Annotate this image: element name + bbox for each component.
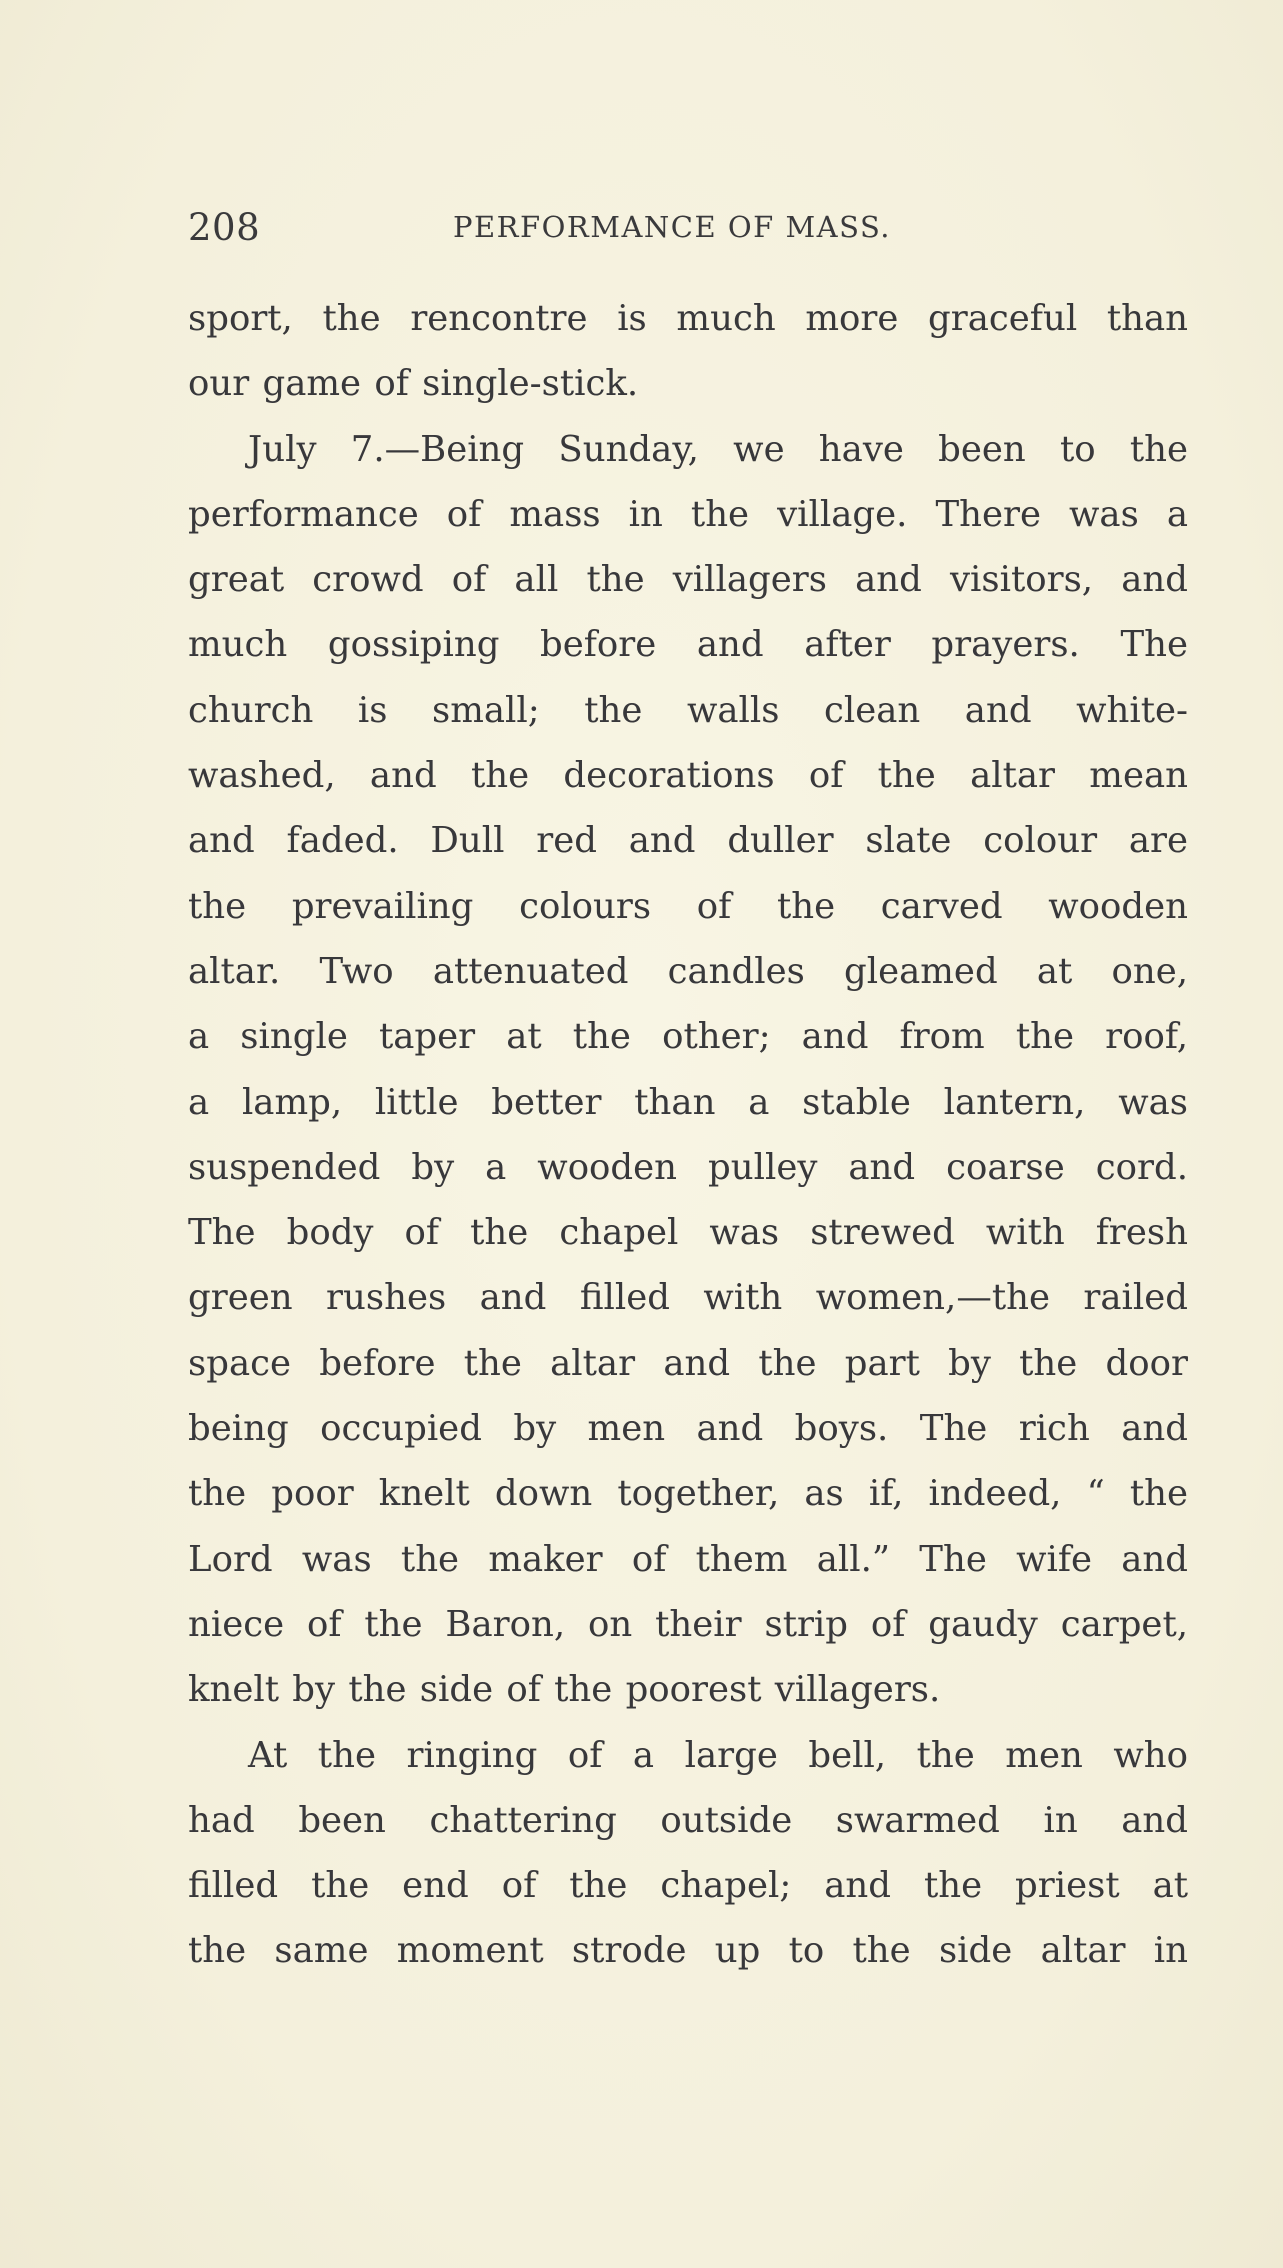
text-line: green rushes and filled with women,—the railed: [188, 1277, 1188, 1319]
text-line: knelt by the side of the poorest villagers.: [188, 1669, 941, 1711]
text-line: the same moment strode up to the side altar in: [188, 1930, 1188, 1972]
text-line: July 7.—Being Sunday, we have been to the: [248, 428, 1188, 470]
running-head: PERFORMANCE OF MASS.: [453, 210, 891, 244]
text-line: a single taper at the other; and from the roof,: [188, 1016, 1188, 1058]
text-line: had been chattering outside swarmed in and: [188, 1799, 1188, 1841]
text-line: great crowd of all the villagers and visitors, and: [188, 559, 1188, 601]
text-line: and faded. Dull red and duller slate colour are: [188, 820, 1188, 862]
text-line: space before the altar and the part by the door: [188, 1342, 1188, 1384]
text-line: our game of single-stick.: [188, 363, 639, 405]
text-line: The body of the chapel was strewed with fresh: [188, 1212, 1188, 1254]
text-line: a lamp, little better than a stable lantern, was: [188, 1081, 1188, 1123]
text-line: niece of the Baron, on their strip of gaudy carpet,: [188, 1603, 1188, 1645]
text-line: the prevailing colours of the carved wooden: [188, 885, 1188, 927]
text-line: filled the end of the chapel; and the priest at: [188, 1865, 1188, 1907]
body-text: [188, 286, 1188, 1984]
text-line: Lord was the maker of them all.” The wife and: [188, 1538, 1188, 1580]
text-line: altar. Two attenuated candles gleamed at one,: [188, 950, 1188, 992]
text-line: being occupied by men and boys. The rich and: [188, 1408, 1188, 1450]
text-line: much gossiping before and after prayers. The: [188, 624, 1188, 666]
page-number: 208: [188, 206, 261, 249]
text-line: At the ringing of a large bell, the men who: [248, 1734, 1188, 1776]
text-line: church is small; the walls clean and white-: [188, 689, 1188, 731]
text-line: washed, and the decorations of the altar mean: [188, 755, 1188, 797]
text-line: performance of mass in the village. There was a: [188, 493, 1188, 535]
page-header: [188, 206, 1188, 266]
text-line: suspended by a wooden pulley and coarse cord.: [188, 1146, 1188, 1188]
text-line: sport, the rencontre is much more graceful than: [188, 298, 1188, 339]
text-line: the poor knelt down together, as if, indeed, “ the: [188, 1473, 1188, 1515]
